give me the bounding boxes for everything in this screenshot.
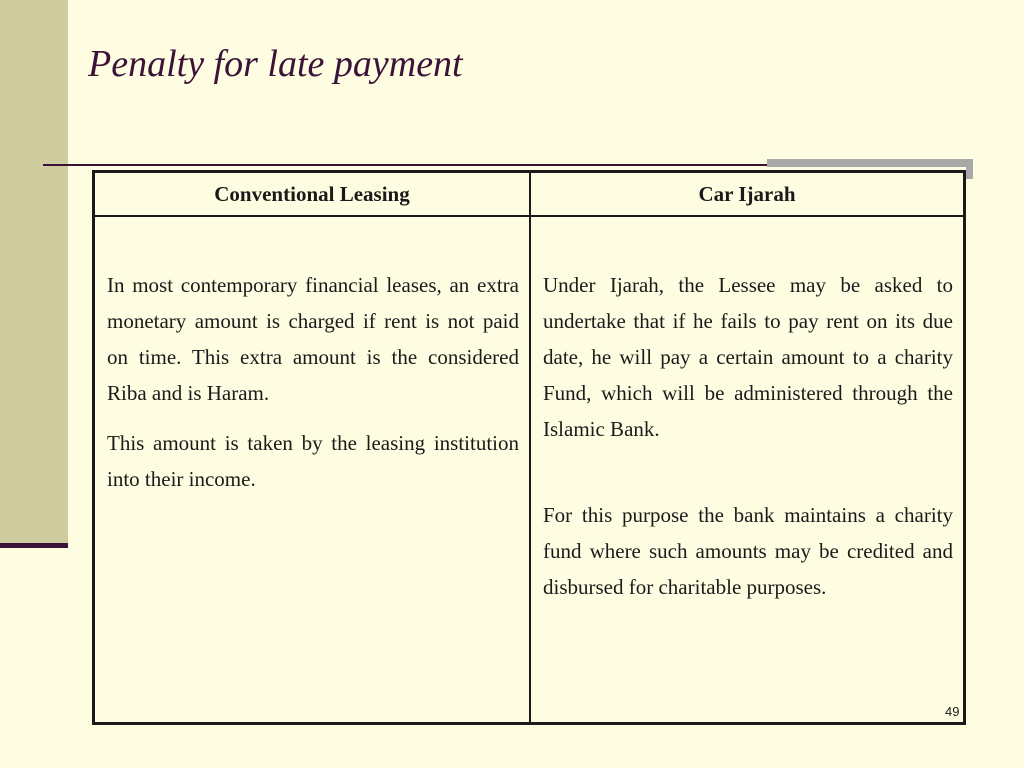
left-band-rule <box>0 543 68 548</box>
page-number: 49 <box>945 704 960 719</box>
decorative-shadow-bar <box>767 159 973 167</box>
cell-conventional-leasing <box>95 217 531 722</box>
comparison-table <box>92 170 966 725</box>
ijarah-paragraph: For this purpose the bank maintains a charity fund where such amounts may be credited and disbursed for charitable purposes. <box>543 503 953 599</box>
left-accent-band <box>0 0 68 543</box>
header-car-ijarah: Car Ijarah <box>531 173 963 217</box>
ijarah-paragraph: Under Ijarah, the Lessee may be asked to undertake that if he fails to pay rent on its due date, he will pay a certain amount to a charity Fund, which will be administered through the Islamic Bank. <box>543 273 953 441</box>
decorative-shadow-edge <box>966 159 973 179</box>
conventional-paragraph: In most contemporary financial leases, an extra monetary amount is charged if rent is not paid on time. This extra amount is the considered Riba and is Haram. <box>107 273 519 405</box>
slide-title: Penalty for late payment <box>88 43 463 85</box>
cell-car-ijarah <box>531 217 963 722</box>
header-conventional-leasing: Conventional Leasing <box>95 173 531 217</box>
conventional-paragraph: This amount is taken by the leasing institution into their income. <box>107 431 519 491</box>
